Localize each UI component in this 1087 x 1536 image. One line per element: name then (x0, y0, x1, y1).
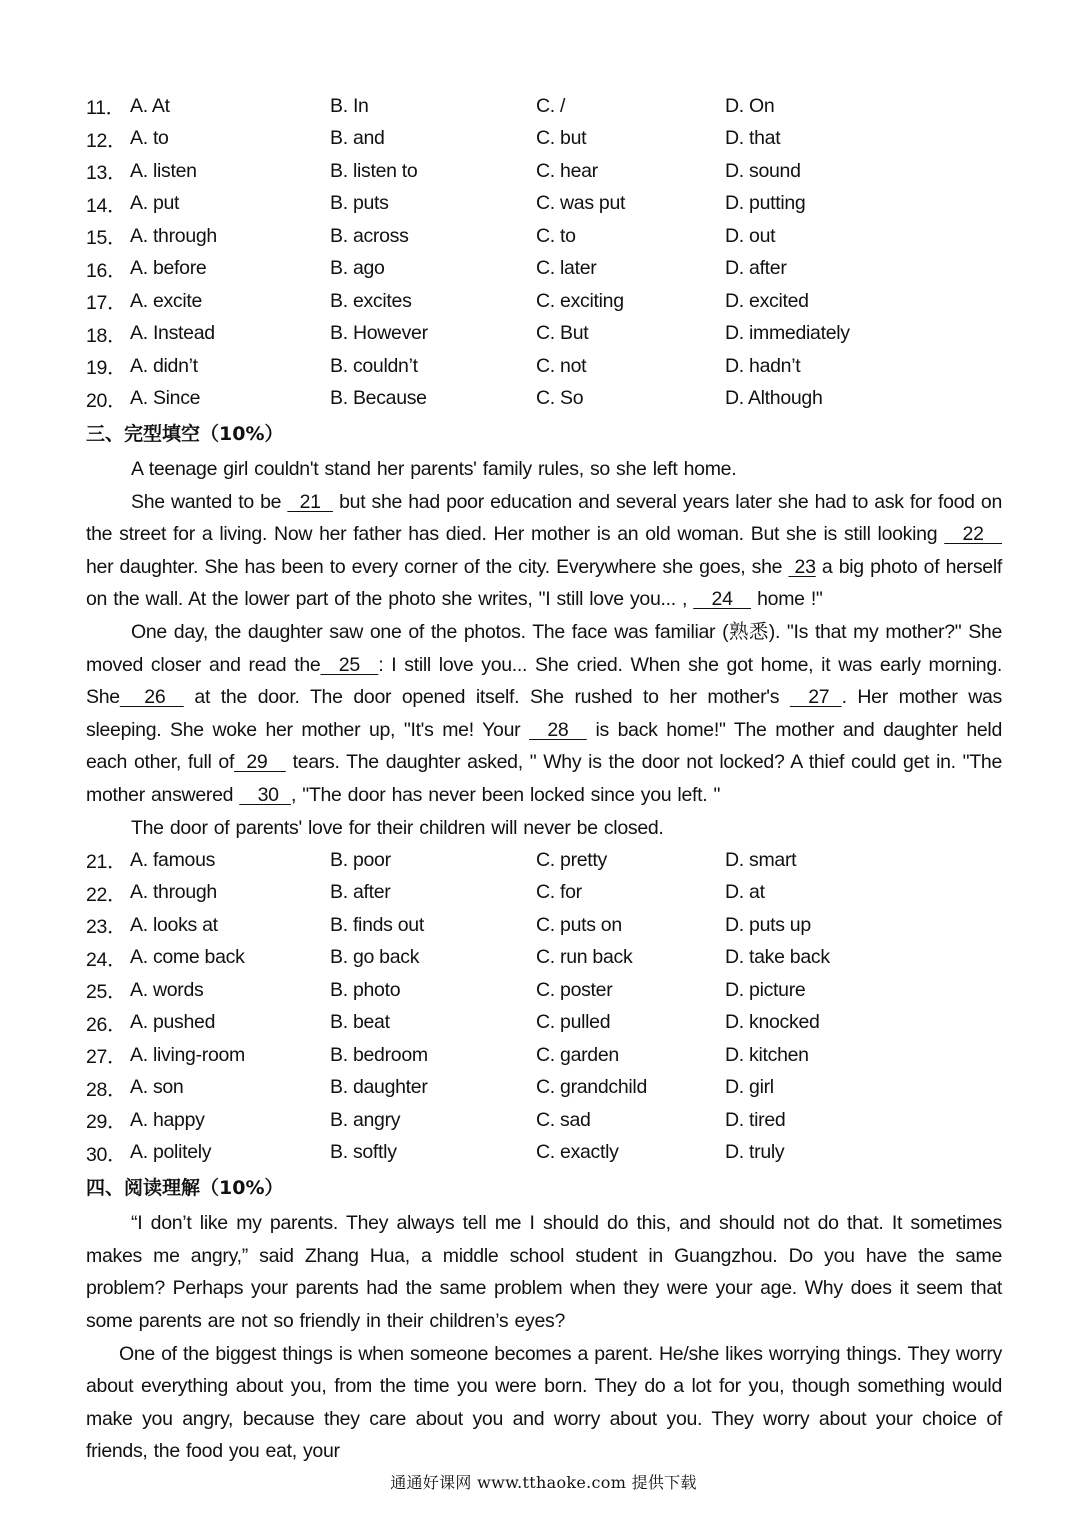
question-number: 16． (86, 259, 127, 282)
option-b: B. bedroom (330, 1043, 428, 1066)
option-d: D. picture (725, 978, 806, 1001)
option-d: D. tired (725, 1108, 786, 1131)
question-option-row (86, 220, 1002, 253)
option-d: D. Although (725, 387, 823, 410)
option-a: A. happy (130, 1108, 205, 1131)
option-b: B. Because (330, 387, 427, 410)
question-number: 27． (86, 1046, 127, 1069)
option-a: A. pushed (130, 1011, 216, 1034)
option-a: A. famous (130, 848, 216, 871)
option-c: C. grandchild (536, 1076, 647, 1099)
blank-22: 22 (944, 523, 1002, 546)
question-option-row (86, 942, 1002, 975)
option-a: A. through (130, 224, 217, 247)
option-c: C. So (536, 387, 584, 410)
question-option-row (86, 1072, 1002, 1105)
option-d: D. puts up (725, 913, 811, 936)
option-b: B. poor (330, 848, 391, 871)
question-option-row (86, 909, 1002, 942)
option-b: B. However (330, 322, 428, 345)
option-d: D. take back (725, 946, 830, 969)
option-b: B. ago (330, 257, 385, 280)
option-a: A. listen (130, 159, 197, 182)
section4-paragraph-2: One of the biggest things is when someone becomes a parent. He/she likes worrying things. They worry about everything about you, from the time you were born. They do a lot for you, though something would make you angry, because they care about you and worry about you. They worry about your choice of friends, the food you eat, your (86, 1342, 1002, 1463)
option-c: C. sad (536, 1108, 591, 1131)
section3-paragraph-2: She wanted to be 21 but she had poor education and several years later she had to ask for food on the street for a living. Now her father has died. Her mother is an old woman. But she is still looking 22 her daughter. She has been to every corner of the city. Everywhere she goes, she 23 a big photo of herself on the wall. At the lower part of the photo she writes, "I still love you... , 24 home !" (86, 486, 1002, 616)
question-number: 13． (86, 162, 127, 185)
footer-source: 通通好课网 www.tthaoke.com 提供下载 (390, 1473, 697, 1492)
option-c: C. for (536, 881, 582, 904)
option-b: B. angry (330, 1108, 401, 1131)
option-c: C. poster (536, 978, 613, 1001)
question-option-row (86, 318, 1002, 351)
option-b: B. In (330, 94, 369, 117)
option-d: D. out (725, 224, 776, 247)
option-d: D. truly (725, 1141, 785, 1164)
option-d: D. girl (725, 1076, 774, 1099)
option-d: D. after (725, 257, 787, 280)
blank-29: 29 (234, 751, 286, 774)
question-option-row (86, 844, 1002, 877)
option-b: B. daughter (330, 1076, 428, 1099)
question-number: 12． (86, 129, 127, 152)
question-option-row (86, 383, 1002, 416)
question-option-row (86, 285, 1002, 318)
option-b: B. go back (330, 946, 420, 969)
option-c: C. exciting (536, 289, 624, 312)
option-d: D. smart (725, 848, 797, 871)
option-d: D. sound (725, 159, 801, 182)
question-number: 22． (86, 883, 127, 906)
section4-paragraph-1: “I don’t like my parents. They always tell me I should do this, and should not do that. It sometimes makes me angry,” said Zhang Hua, a middle school student in Guangzhou. Do you have the same problem? Perhaps your parents had the same problem when they were your age. Why does it seem that some parents are not so friendly in their children’s eyes? (86, 1212, 1002, 1332)
option-c: C. exactly (536, 1141, 619, 1164)
question-option-row (86, 188, 1002, 221)
question-number: 18． (86, 324, 127, 347)
option-a: A. Instead (130, 322, 215, 345)
option-a: A. At (130, 94, 170, 117)
option-c: C. not (536, 354, 587, 377)
option-c: C. later (536, 257, 597, 280)
blank-28: 28 (529, 718, 587, 741)
question-number: 23． (86, 916, 127, 939)
option-d: D. hadn’t (725, 354, 801, 377)
option-d: D. knocked (725, 1011, 820, 1034)
option-a: A. before (130, 257, 207, 280)
question-option-row (86, 1104, 1002, 1137)
option-a: A. living-room (130, 1043, 245, 1066)
section3-paragraph-4: The door of parents' love for their children will never be closed. (131, 816, 664, 839)
question-number: 14． (86, 194, 127, 217)
option-c: C. run back (536, 946, 633, 969)
option-c: C. garden (536, 1043, 619, 1066)
question-number: 30． (86, 1143, 127, 1166)
option-a: A. looks at (130, 913, 218, 936)
option-d: D. On (725, 94, 775, 117)
blank-26: 26 (119, 686, 184, 709)
blank-21: 21 (287, 490, 333, 513)
option-a: A. Since (130, 387, 201, 410)
option-b: B. beat (330, 1011, 390, 1034)
blank-30: 30 (239, 783, 291, 806)
option-a: A. come back (130, 946, 245, 969)
blank-24: 24 (693, 588, 751, 611)
section3-options (86, 844, 1002, 1169)
option-a: A. put (130, 192, 180, 215)
option-b: B. listen to (330, 159, 418, 182)
option-a: A. didn’t (130, 354, 198, 377)
option-b: B. couldn’t (330, 354, 418, 377)
question-number: 19． (86, 357, 127, 380)
option-a: A. words (130, 978, 204, 1001)
option-b: B. finds out (330, 913, 424, 936)
question-option-row (86, 90, 1002, 123)
question-option-row (86, 877, 1002, 910)
question-number: 11． (86, 97, 125, 120)
blank-23: 23 (788, 555, 816, 578)
section3-paragraph-3: One day, the daughter saw one of the photos. The face was familiar (熟悉). "Is that my mother?" She moved closer and read the 25 : I still love you... She cried. When she got home, it was early morning. She 26 at the door. The door opened itself. She rushed to her mother's 27 . Her mother was sleeping. She woke her mother up, "It's me! Your 28 is back home!" The mother and daughter held each other, full of 29 tears. The daughter asked, " Why is the door not locked? A thief could get in. "The mother answered 30 , "The door has never been locked since you left. " (86, 616, 1002, 812)
question-number: 20． (86, 389, 127, 412)
question-number: 15． (86, 227, 127, 250)
blank-27: 27 (789, 686, 842, 709)
option-a: A. to (130, 127, 169, 150)
option-b: B. puts (330, 192, 389, 215)
option-b: B. after (330, 881, 391, 904)
section2-options (86, 90, 1002, 415)
question-number: 17． (86, 292, 127, 315)
option-d: D. excited (725, 289, 809, 312)
question-option-row (86, 155, 1002, 188)
question-option-row (86, 1039, 1002, 1072)
question-option-row (86, 1137, 1002, 1170)
option-a: A. son (130, 1076, 184, 1099)
option-b: B. photo (330, 978, 401, 1001)
question-option-row (86, 253, 1002, 286)
option-a: A. excite (130, 289, 203, 312)
question-number: 29． (86, 1111, 127, 1134)
option-c: C. but (536, 127, 587, 150)
option-b: B. softly (330, 1141, 397, 1164)
option-c: C. / (536, 94, 566, 117)
option-c: C. pulled (536, 1011, 611, 1034)
question-number: 24． (86, 948, 127, 971)
question-number: 26． (86, 1013, 127, 1036)
option-b: B. across (330, 224, 409, 247)
blank-25: 25 (320, 653, 379, 676)
option-d: D. immediately (725, 322, 850, 345)
exam-page (86, 90, 1002, 1468)
question-option-row (86, 974, 1002, 1007)
option-c: C. But (536, 322, 589, 345)
section4-heading: 四、阅读理解（10%） (86, 1177, 284, 1200)
option-d: D. at (725, 881, 765, 904)
option-c: C. puts on (536, 913, 622, 936)
section3-heading: 三、完型填空（10%） (86, 423, 284, 445)
question-option-row (86, 123, 1002, 156)
option-d: D. that (725, 127, 781, 150)
option-c: C. to (536, 224, 576, 247)
option-c: C. was put (536, 192, 626, 215)
question-option-row (86, 350, 1002, 383)
question-number: 25． (86, 981, 127, 1004)
question-number: 21． (86, 851, 127, 874)
option-d: D. kitchen (725, 1043, 809, 1066)
option-c: C. hear (536, 159, 598, 182)
option-a: A. through (130, 881, 217, 904)
option-b: B. and (330, 127, 385, 150)
option-d: D. putting (725, 192, 806, 215)
option-b: B. excites (330, 289, 412, 312)
option-a: A. politely (130, 1141, 212, 1164)
section3-paragraph-1: A teenage girl couldn't stand her parents' family rules, so she left home. (131, 458, 737, 480)
option-c: C. pretty (536, 848, 607, 871)
question-option-row (86, 1007, 1002, 1040)
question-number: 28． (86, 1078, 127, 1101)
